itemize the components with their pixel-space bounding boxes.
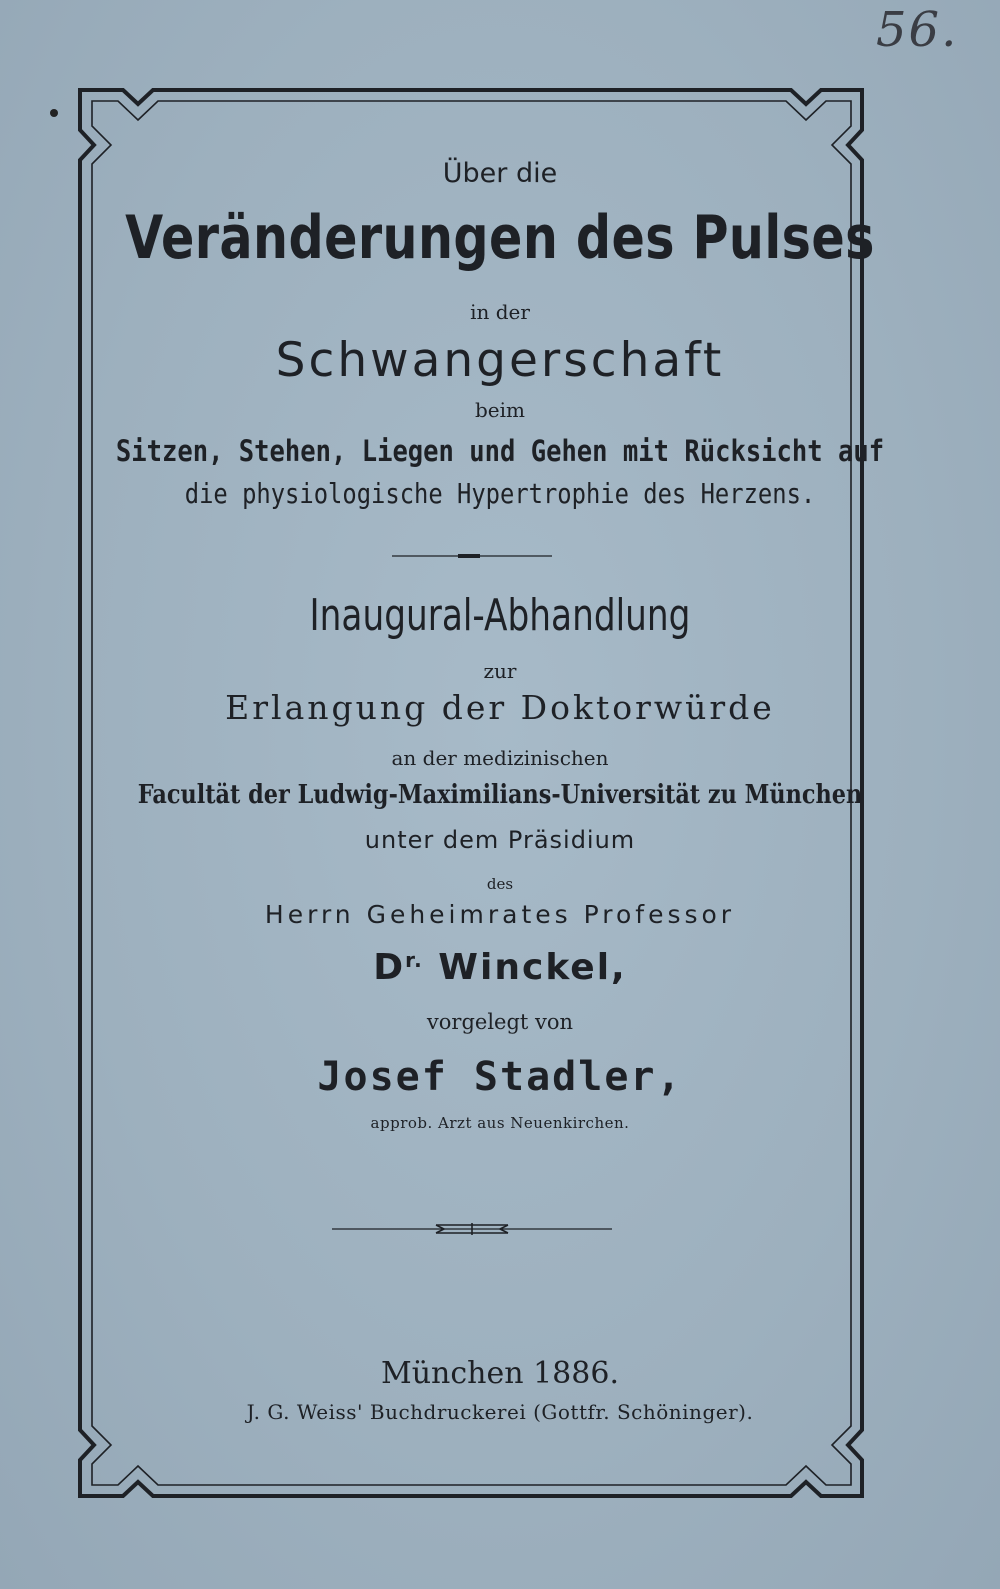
subtitle-line-1: Sitzen, Stehen, Liegen und Gehen mit Rücksicht auf — [115, 434, 885, 468]
connector-beim: beim — [475, 398, 525, 422]
place-year: München 1886. — [381, 1356, 619, 1391]
faculty-intro: an der medizinischen — [391, 746, 609, 770]
author-name: Josef Stadler, — [317, 1054, 683, 1100]
presidium-line: unter dem Präsidium — [364, 826, 636, 854]
ornament-rule — [332, 1222, 612, 1236]
president-name — [0, 947, 1000, 988]
intro-line: Über die — [442, 158, 558, 189]
printer-imprint: J. G. Weiss' Buchdruckerei (Gottfr. Schöninger). — [246, 1400, 754, 1424]
dr-prefix: D — [373, 947, 406, 988]
divider-rule — [392, 553, 552, 559]
author-note: approb. Arzt aus Neuenkirchen. — [370, 1114, 630, 1132]
subtitle-line-2: die physiologische Hypertrophie des Herzens. — [184, 477, 816, 510]
professor-title: Herrn Geheimrates Professor — [264, 900, 736, 929]
handwritten-shelfmark: 56. — [876, 2, 959, 58]
dr-superscript: r. — [405, 948, 424, 972]
main-title: Veränderungen des Pulses — [125, 203, 875, 273]
connector-des: des — [486, 875, 514, 893]
degree-line: Erlangung der Doktorwürde — [225, 688, 775, 727]
connector-in-der: in der — [470, 300, 530, 324]
submitted-by: vorgelegt von — [426, 1010, 574, 1034]
president-surname: Winckel, — [438, 947, 627, 988]
connector-zur: zur — [483, 659, 517, 683]
title-schwangerschaft: Schwangerschaft — [275, 333, 725, 388]
faculty-name: Facultät der Ludwig-Maximilians-Universität zu München — [137, 780, 863, 810]
thesis-type: Inaugural-Abhandlung — [309, 590, 691, 641]
